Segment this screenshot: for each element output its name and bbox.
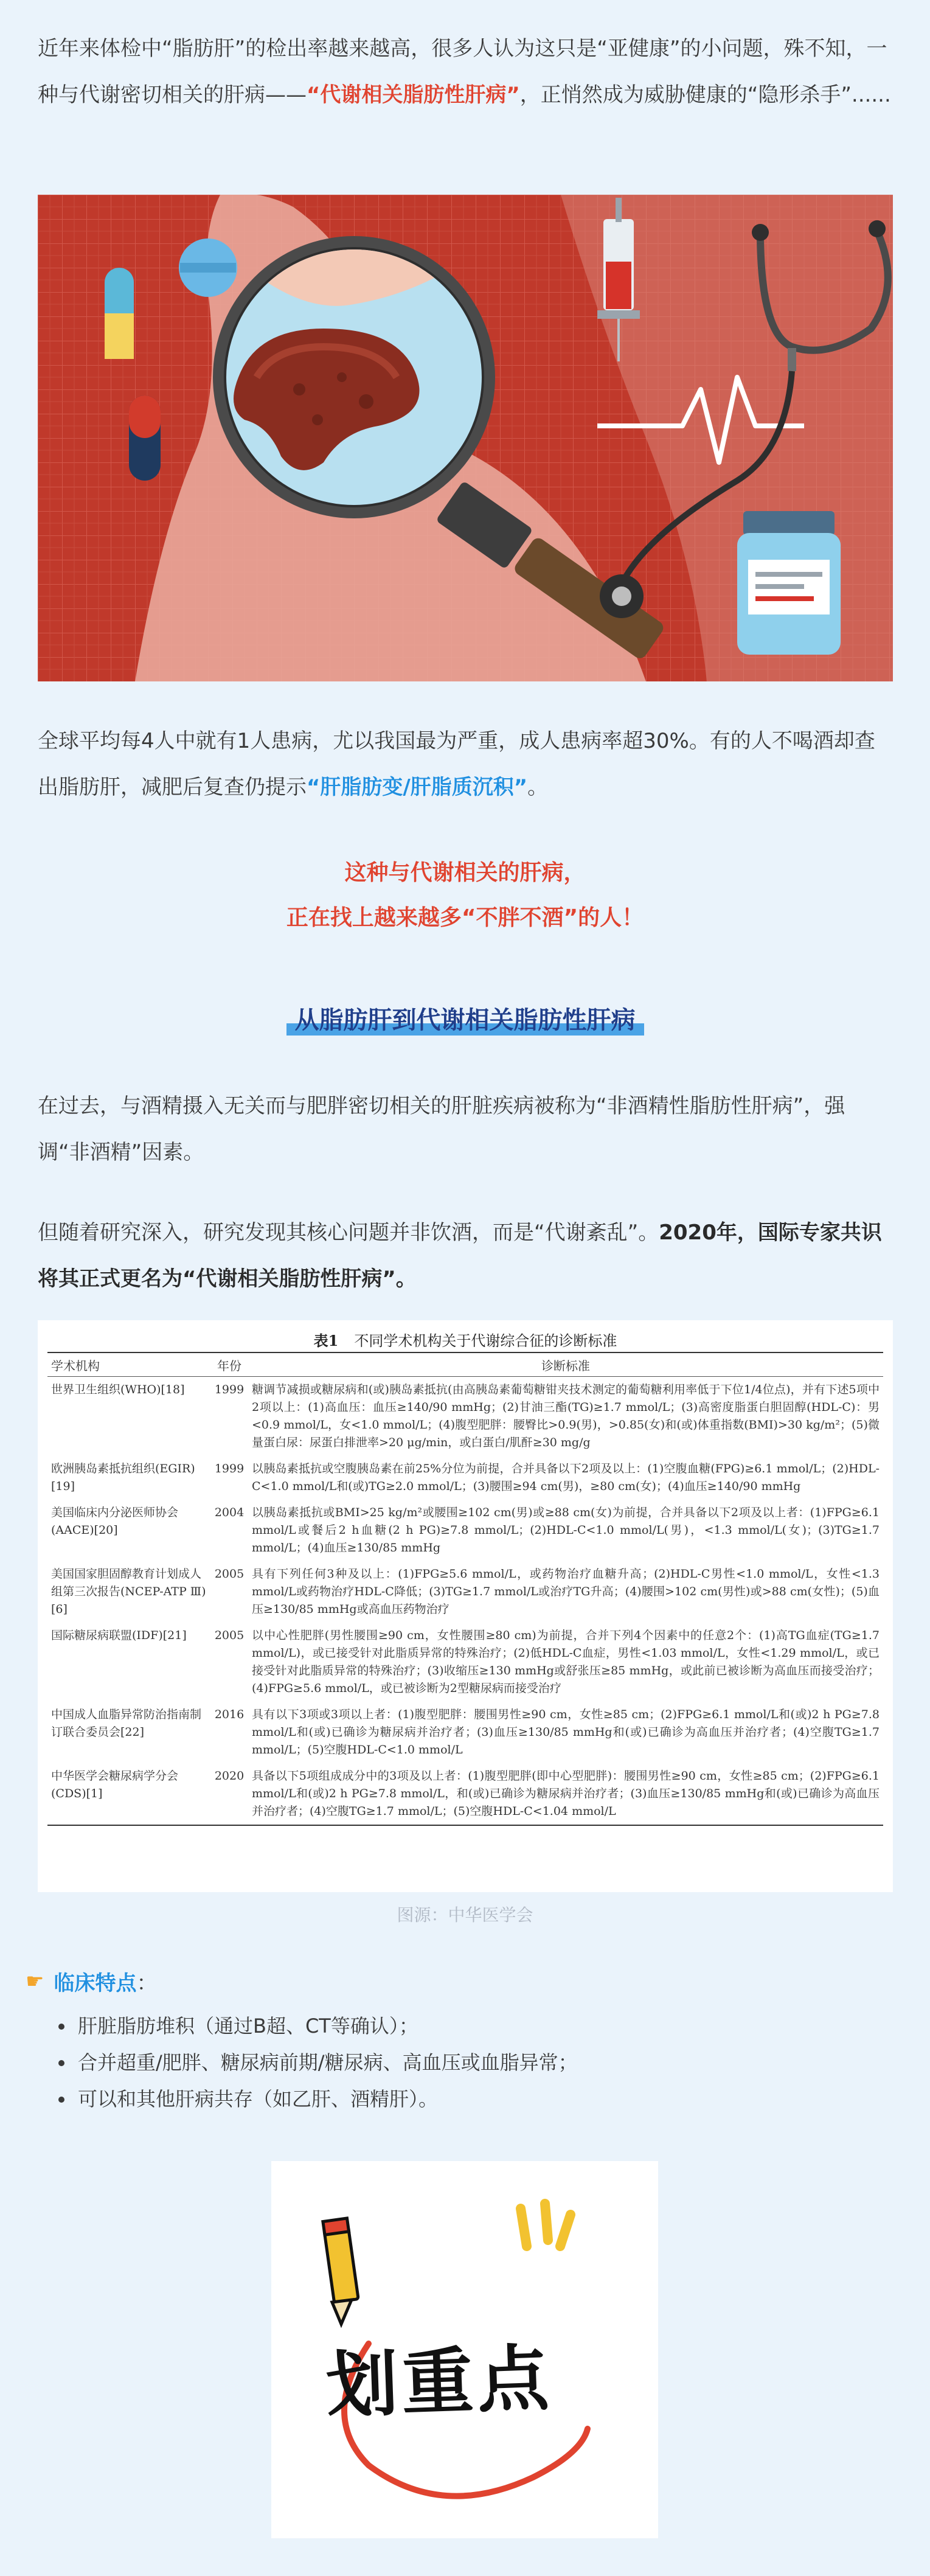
history-text-plain: 但随着研究深入，研究发现其核心问题并非饮酒，而是“代谢紊乱”。 <box>38 1220 659 1245</box>
section-title <box>0 1001 930 1036</box>
stats-text-2: 。 <box>527 775 549 799</box>
row-org: 世界卫生组织(WHO)[18] <box>51 1383 185 1396</box>
list-item: 可以和其他肝病共存（如乙肝、酒精肝）。 <box>58 2081 578 2117</box>
row-criteria: 以胰岛素抵抗或空腹胰岛素在前25%分位为前提，合并具备以下2项及以上：(1)空腹血糖(FPG)≥6.1 mmol/L；(2)HDL-C<1.0 mmol/L和(或)TG≥2.0 mmol/L；(3)腰围≥94 cm(男)，≥80 cm(女)；(4)血压≥140/90 mmHg <box>252 1462 880 1493</box>
intro-highlight: “代谢相关脂肪性肝病” <box>307 83 520 107</box>
row-year: 2004 <box>214 1506 245 1519</box>
intro-text-1: 近年来体检中“脂肪肝”的检出率越来越高，很多人认为这只是“亚健康”的小问题，殊不知，一种与代谢密切相关的肝病—— <box>38 37 887 107</box>
row-criteria: 具有以下3项或3项以上者：(1)腹型肥胖：腰围男性≥90 cm，女性≥85 cm；(2)FPG≥6.1 mmol/L和(或)2 h PG≥7.8 mmol/L和(或)已确诊为糖尿病并治疗者；(3)血压≥130/85 mmHg和(或)已确诊为高血压并治疗者；(4)空腹TG≥1.7 mmol/L；(5)空腹HDL-C<1.0 mmol/L <box>252 1708 880 1756</box>
row-org: 美国国家胆固醇教育计划成人组第三次报告(NCEP-ATP Ⅲ)[6] <box>51 1567 206 1616</box>
sticker-text: 划重点 <box>325 2336 554 2428</box>
list-item: 肝脏脂肪堆积（通过B超、CT等确认）； <box>58 2008 578 2044</box>
row-org: 中国成人血脂异常防治指南制订联合委员会[22] <box>51 1708 202 1739</box>
callout-line-2: 正在找上越来越多“不胖不酒”的人！ <box>286 905 644 930</box>
table-row <box>47 1561 883 1623</box>
history-text-bold: 2020年，国际专家共识将其正式更名为“代谢相关脂肪性肝病”。 <box>38 1220 882 1291</box>
table-caption <box>38 1329 893 1350</box>
pointing-hand-icon: ☛ <box>26 1969 44 1994</box>
key-point-sticker <box>271 2161 658 2538</box>
clinical-features-heading <box>26 1966 157 1996</box>
row-criteria: 以胰岛素抵抗或BMI>25 kg/m²或腰围≥102 cm(男)或≥88 cm(女)为前提，合并具备以下2项及以上者：(1)FPG≥6.1 mmol/L或餐后2 h血糖(2 h PG)≥7.8 mmol/L；(2)HDL-C<1.0 mmol/L(男)，<1.3 mmol/L(女)；(3)TG≥1.7 mmol/L；(4)血压≥130/85 mmHg <box>252 1506 880 1554</box>
section-title-text: 从脂肪肝到代谢相关脂肪性肝病 <box>290 1001 640 1036</box>
criteria-table <box>47 1352 883 1826</box>
image-source-caption: 图源：中华医学会 <box>397 1905 533 1925</box>
stats-paragraph <box>38 718 893 810</box>
diagnostic-criteria-table-image <box>38 1320 893 1892</box>
medicine-bottle-icon <box>737 511 841 655</box>
row-org: 国际糖尿病联盟(IDF)[21] <box>51 1629 187 1642</box>
row-criteria: 具备以下5项组成成分中的3项及以上者：(1)腹型肥胖(即中心型肥胖)：腰围男性≥90 cm，女性≥85 cm；(2)FPG≥6.1 mmol/L和(或)2 h PG≥7.8 mmol/L，和(或)已确诊为糖尿病并治疗者；(3)血压≥130/85 mmHg和(或)已确诊为高血压并治疗者；(4)空腹TG≥1.7 mmol/L；(5)空腹HDL-C<1.04 mmol/L <box>252 1769 880 1818</box>
table-header <box>47 1353 883 1377</box>
clinical-features-list <box>58 2008 578 2117</box>
table-row <box>47 1377 883 1456</box>
table-row <box>47 1702 883 1763</box>
history-paragraph-1: 在过去，与酒精摄入无关而与肥胖密切相关的肝脏疾病被称为“非酒精性脂肪性肝病”，强调“非酒精”因素。 <box>38 1094 845 1164</box>
row-criteria: 以中心性肥胖(男性腰围≥90 cm，女性腰围≥80 cm)为前提，合并下列4个因素中的任意2个：(1)高TG血症(TG≥1.7 mmol/L)，或已接受针对此脂质异常的特殊治疗；(2)低HDL-C血症，男性<1.03 mmol/L，女性<1.29 mmol/L，或已接受针对此脂质异常的特殊治疗；(3)收缩压≥130 mmHg或舒张压≥85 mmHg，或此前已被诊断为高血压而接受治疗；(4)FPG≥5.6 mmol/L，或已被诊断为2型糖尿病而接受治疗 <box>252 1629 880 1695</box>
stats-text-1: 全球平均每4人中就有1人患病，尤以我国最为严重，成人患病率超30%。有的人不喝酒却查出脂肪肝，减肥后复查仍提示 <box>38 729 875 799</box>
row-criteria: 具有下列任何3种及以上：(1)FPG≥5.6 mmol/L，或药物治疗血糖升高；(2)HDL-C男性<1.0 mmol/L，女性<1.3 mmol/L或药物治疗HDL-C降低；(3)TG≥1.7 mmol/L或治疗TG升高；(4)腰围>102 cm(男性)或>88 cm(女性)；(5)血压≥130/85 mmHg或高血压药物治疗 <box>252 1567 880 1616</box>
history-paragraph-2 <box>38 1210 893 1302</box>
header-year: 年份 <box>217 1358 241 1373</box>
intro-text-2: ，正悄然成为威胁健康的“隐形杀手”...... <box>519 83 891 107</box>
row-criteria: 糖调节减损或糖尿病和(或)胰岛素抵抗(由高胰岛素葡萄糖钳夹技术测定的葡萄糖利用率低于下位1/4位点)，并有下述5项中2项以上：(1)高血压：血压≥140/90 mmHg；(2)甘油三酯(TG)≥1.7 mmol/L；(3)高密度脂蛋白胆固醇(HDL-C)：男<0.9 mmol/L，女<1.0 mmol/L；(4)腹型肥胖：腰臀比>0.9(男)，>0.85(女)和(或)体重指数(BMI)>30 kg/m²；(5)微量蛋白尿：尿蛋白排泄率>20 μg/min，或白蛋白/肌酐≥30 mg/g <box>252 1383 880 1449</box>
stats-highlight: “肝脂肪变/肝脂质沉积” <box>307 775 528 799</box>
intro-paragraph <box>38 26 893 118</box>
table-row <box>47 1500 883 1561</box>
clinical-features-colon: ： <box>136 1971 158 1996</box>
row-year: 1999 <box>214 1462 245 1475</box>
row-org: 中华医学会糖尿病学分会(CDS)[1] <box>51 1769 179 1800</box>
pencil-icon <box>323 2218 358 2324</box>
row-year: 1999 <box>214 1383 245 1396</box>
row-year: 2005 <box>214 1629 245 1642</box>
table-row <box>47 1456 883 1500</box>
callout-line-1: 这种与代谢相关的肝病， <box>344 860 586 885</box>
liver-magnifier-illustration <box>38 195 893 681</box>
row-org: 欧洲胰岛素抵抗组织(EGIR)[19] <box>51 1462 195 1493</box>
header-criteria: 诊断标准 <box>541 1358 590 1373</box>
row-year: 2016 <box>214 1708 245 1721</box>
table-title: 不同学术机构关于代谢综合征的诊断标准 <box>354 1332 617 1349</box>
header-org: 学术机构 <box>51 1358 100 1373</box>
hero-illustration <box>38 195 893 681</box>
list-item: 合并超重/肥胖、糖尿病前期/糖尿病、高血压或血脂异常； <box>58 2044 578 2081</box>
row-year: 2005 <box>214 1567 245 1581</box>
row-year: 2020 <box>214 1769 245 1783</box>
row-org: 美国临床内分泌医师协会(AACE)[20] <box>51 1506 179 1537</box>
table-number: 表1 <box>313 1332 339 1349</box>
table-row <box>47 1623 883 1702</box>
clinical-features-label: 临床特点 <box>54 1971 137 1996</box>
table-row <box>47 1763 883 1825</box>
